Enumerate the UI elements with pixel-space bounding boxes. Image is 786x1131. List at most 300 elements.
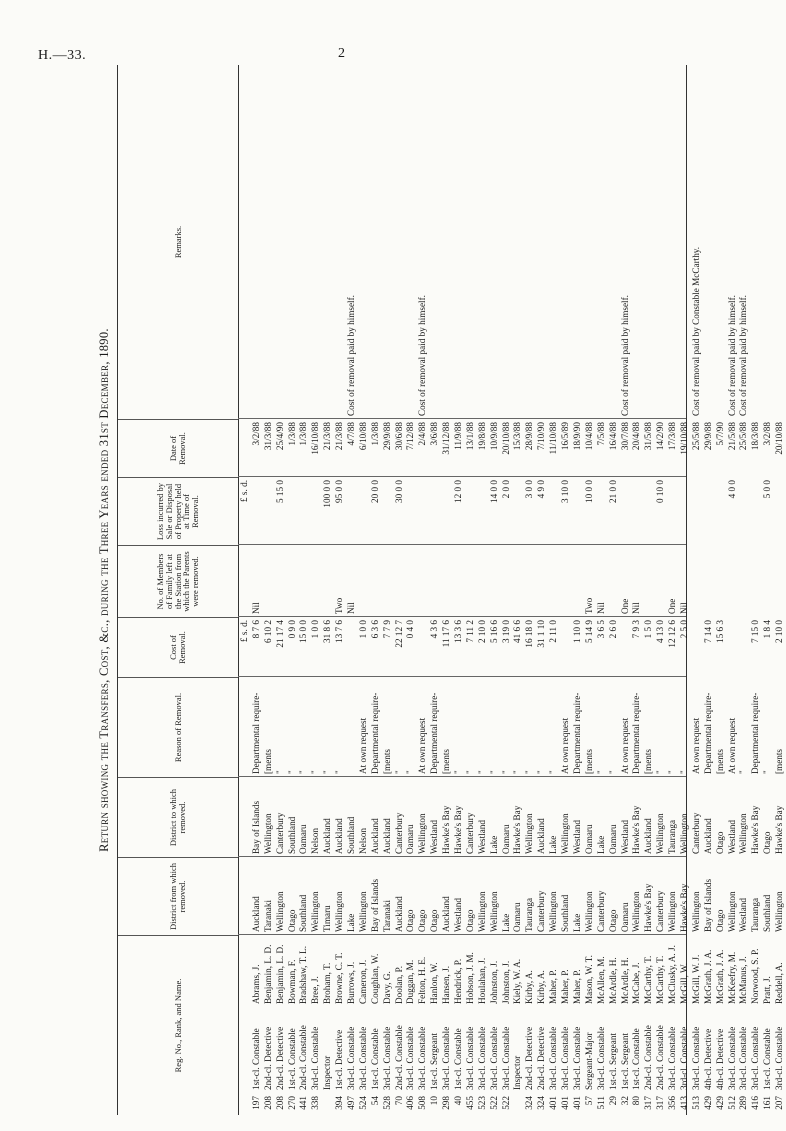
cell-date: 20/4/88 xyxy=(631,422,642,451)
cell-loss: 3 10 0 xyxy=(560,480,571,503)
cell-from: Otago xyxy=(417,909,428,932)
cell-to: Canterbury xyxy=(690,812,701,854)
cell-date: 11/9/88 xyxy=(453,422,464,450)
cell-reason: At own request xyxy=(726,717,737,774)
cell-date: 29/9/88 xyxy=(381,422,392,451)
table-row xyxy=(572,65,584,1115)
cell-name: McArdle, H. xyxy=(619,957,630,1004)
cell-members: Nil xyxy=(250,602,261,614)
cell-cost: 6 3 6 xyxy=(369,620,380,639)
cell-from: Otago xyxy=(464,909,475,932)
cell-reason: " xyxy=(512,770,523,774)
cell-from: Taranaki xyxy=(262,899,273,932)
cell-no: 161 xyxy=(762,1096,773,1110)
cell-cost: 5 14 9 xyxy=(583,620,594,643)
document-code: H.—33. xyxy=(38,48,87,63)
cell-name: McClusky, A. J. xyxy=(667,945,678,1004)
cell-rank: 1st-cl. Sergeant xyxy=(429,1033,440,1090)
cell-name: Browne, C. T. xyxy=(334,952,345,1004)
cell-loss: 0 10 0 xyxy=(655,480,666,503)
table-row xyxy=(465,65,477,1115)
table-row xyxy=(655,65,667,1115)
cell-no: 522 xyxy=(500,1096,511,1110)
cell-name: Abrams, J. xyxy=(250,964,261,1004)
col-header-from: District from which removed. xyxy=(118,857,238,935)
cell-loss: 5 0 0 xyxy=(762,480,773,499)
transfers-table xyxy=(117,65,785,1115)
cell-name: McGrath, J. A. xyxy=(714,949,725,1004)
cell-loss: 5 15 0 xyxy=(274,480,285,503)
cell-cost: 7 11 2 xyxy=(464,620,475,643)
cell-no: 208 xyxy=(274,1096,285,1110)
cell-from: Wellington xyxy=(667,891,678,932)
table-row xyxy=(501,65,513,1115)
cell-no: 513 xyxy=(690,1096,701,1110)
cell-reason: " xyxy=(667,770,678,774)
cell-name: McCabe, J. xyxy=(631,962,642,1004)
cell-name: Broham, T. xyxy=(322,962,333,1004)
cell-date: 15/3/88 xyxy=(512,422,523,451)
cell-from: Southland xyxy=(298,894,309,932)
cell-reason: " xyxy=(500,770,511,774)
cell-name: Hobson, J. M. xyxy=(464,952,475,1004)
cell-to: Hawke's Bay xyxy=(453,805,464,854)
table-row xyxy=(417,65,429,1115)
cell-cost: 3 19 0 xyxy=(500,620,511,643)
cell-name: Pratt, J. xyxy=(762,976,773,1004)
cell-no: 197 xyxy=(250,1096,261,1110)
table-row xyxy=(441,65,453,1115)
cell-reason: Departmental require- xyxy=(750,692,761,774)
cell-reason: Departmental require- xyxy=(429,692,440,774)
cell-reason: " xyxy=(488,770,499,774)
cell-to: Otago xyxy=(762,831,773,854)
cell-from: Wellington xyxy=(310,891,321,932)
table-row xyxy=(608,65,620,1115)
cell-date: 1/3/88 xyxy=(286,422,297,446)
table-row xyxy=(370,65,382,1115)
cell-from: Otago xyxy=(429,909,440,932)
cell-cost: 0 9 0 xyxy=(286,620,297,639)
cell-to: Lake xyxy=(488,835,499,854)
table-row xyxy=(334,65,346,1115)
cell-rank: Sergeant-Major xyxy=(583,1032,594,1090)
cell-no: 57 xyxy=(583,1096,594,1106)
cell-name: Hanlon, W. xyxy=(429,962,440,1004)
cell-rank: 3rd-cl. Constable xyxy=(726,1026,737,1090)
cell-no: 401 xyxy=(560,1096,571,1110)
cell-rank: Inspector xyxy=(512,1055,523,1090)
table-row xyxy=(477,65,489,1115)
cell-remarks: Cost of removal paid by himself. xyxy=(619,295,630,416)
cell-cost: 3 6 5 xyxy=(595,620,606,639)
cell-to: Oamaru xyxy=(583,824,594,854)
cell-no: 497 xyxy=(346,1096,357,1110)
cell-cost: 13 7 6 xyxy=(334,620,345,643)
cell-date: 25/5/88 xyxy=(738,422,749,451)
cell-reason: [ments xyxy=(583,748,594,774)
cell-name: Coughlan, W. xyxy=(369,953,380,1004)
cell-rank: 1st-cl. Constable xyxy=(631,1028,642,1090)
table-row xyxy=(548,65,560,1115)
cell-rank: 1st-cl. Detective xyxy=(334,1029,345,1090)
cell-no: 511 xyxy=(595,1096,606,1110)
cell-no: 54 xyxy=(369,1096,380,1106)
cell-date: 10/9/88 xyxy=(488,422,499,451)
cell-name: Benjamin, L. D. xyxy=(262,944,273,1004)
cell-cost: 16 18 0 xyxy=(524,620,535,648)
cell-to: Wellington xyxy=(524,813,535,854)
cell-from: Bay of Islands xyxy=(369,878,380,932)
cell-date: 18/9/90 xyxy=(571,422,582,451)
cell-to: Auckland xyxy=(322,818,333,854)
cell-date: 1/3/88 xyxy=(298,422,309,446)
cell-name: McArdle, H. xyxy=(607,957,618,1004)
cell-to: Wellington xyxy=(655,813,666,854)
cell-rank: 3rd-cl. Constable xyxy=(750,1026,761,1090)
cell-reason: " xyxy=(476,770,487,774)
cell-to: Hawke's Bay xyxy=(512,805,523,854)
cell-remarks: Cost of removal paid by himself. xyxy=(738,295,749,416)
cell-from: Otago xyxy=(405,909,416,932)
cell-reason: " xyxy=(322,770,333,774)
cell-cost: 15 6 3 xyxy=(714,620,725,643)
cell-to: Auckland xyxy=(643,818,654,854)
cell-loss: 95 0 0 xyxy=(334,480,345,503)
cell-cost: 2 5 0 xyxy=(678,620,689,639)
cell-rank: 1st-cl. Constable xyxy=(369,1028,380,1090)
cell-cost: 31 8 6 xyxy=(322,620,333,643)
cell-to: Hawke's Bay xyxy=(631,805,642,854)
cell-from: Westland xyxy=(738,898,749,932)
cell-date: 16/5/89 xyxy=(560,422,571,451)
cell-from: Canterbury xyxy=(655,890,666,932)
cell-reason: " xyxy=(298,770,309,774)
cell-date: 14/2/90 xyxy=(655,422,666,451)
cell-to: Westland xyxy=(619,820,630,854)
cell-to: Nelson xyxy=(310,827,321,854)
cell-reason: " xyxy=(607,770,618,774)
table-row xyxy=(429,65,441,1115)
cell-reason: At own request xyxy=(357,717,368,774)
cell-to: Canterbury xyxy=(464,812,475,854)
cell-rank: 2nd-cl. Constable xyxy=(643,1025,654,1090)
cell-to: Lake xyxy=(548,835,559,854)
cell-name: Davy, G. xyxy=(381,971,392,1004)
table-body xyxy=(239,65,786,1115)
cell-name: Norwood, S. P. xyxy=(750,948,761,1004)
cell-date: 19/10/88 xyxy=(678,422,689,455)
cell-members: Nil xyxy=(346,602,357,614)
cell-cost: 1 10 0 xyxy=(571,620,582,643)
rotated-table-block xyxy=(95,65,785,1115)
cell-date: 10/4/88 xyxy=(583,422,594,451)
cell-from: Wellington xyxy=(274,891,285,932)
cell-reason: [ments xyxy=(381,748,392,774)
cell-no: 324 xyxy=(524,1096,535,1110)
table-row xyxy=(774,65,786,1115)
cell-no: 413 xyxy=(678,1096,689,1110)
cell-cost: 8 7 6 xyxy=(250,620,261,639)
cell-cost: 7 14 0 xyxy=(702,620,713,643)
cell-reason: At own request xyxy=(560,717,571,774)
table-row xyxy=(560,65,572,1115)
col-header-to: District to which removed. xyxy=(118,777,238,857)
cell-from: Auckland xyxy=(393,896,404,932)
col-header-cost: Cost of Removal. xyxy=(118,617,238,677)
cell-rank: 3rd-cl. Constable xyxy=(417,1026,428,1090)
cell-to: Wellington xyxy=(560,813,571,854)
cell-no: 298 xyxy=(441,1096,452,1110)
cell-date: 31/3/88 xyxy=(262,422,273,451)
cell-from: Auckland xyxy=(441,896,452,932)
cell-name: Felton, H. E. xyxy=(417,956,428,1004)
cell-date: 3/2/88 xyxy=(762,422,773,446)
cell-loss: 20 0 0 xyxy=(369,480,380,503)
cell-from: Wellington xyxy=(583,891,594,932)
cell-no: 416 xyxy=(750,1096,761,1110)
cell-no: 29 xyxy=(607,1096,618,1106)
table-row xyxy=(346,65,358,1115)
cell-name: McAllen, M. xyxy=(595,956,606,1004)
cell-members: Nil xyxy=(631,602,642,614)
cell-to: Wellington xyxy=(262,813,273,854)
cell-from: Oamaru xyxy=(512,902,523,932)
cell-to: Hawke's Bay xyxy=(441,805,452,854)
cell-to: Wellington xyxy=(678,813,689,854)
cell-no: 394 xyxy=(334,1096,345,1110)
cell-from: Wellington xyxy=(631,891,642,932)
cell-date: 2/4/88 xyxy=(417,422,428,446)
cell-date: 31/5/88 xyxy=(643,422,654,451)
cell-reason: " xyxy=(738,770,749,774)
cell-date: 7/10/90 xyxy=(536,422,547,451)
cell-loss: 4 9 0 xyxy=(536,480,547,499)
cell-no: 70 xyxy=(393,1096,404,1106)
table-row xyxy=(596,65,608,1115)
cell-remarks: Cost of removal paid by himself. xyxy=(726,295,737,416)
cell-no: 523 xyxy=(476,1096,487,1110)
cell-cost: 1 0 0 xyxy=(357,620,368,639)
cell-name: Maher, P. xyxy=(548,969,559,1004)
cell-date: 3/2/88 xyxy=(250,422,261,446)
table-row xyxy=(715,65,727,1115)
cell-no: 80 xyxy=(631,1096,642,1106)
table-row xyxy=(382,65,394,1115)
table-row xyxy=(703,65,715,1115)
table-row xyxy=(691,65,703,1115)
cell-name: Kiely, W. A. xyxy=(512,958,523,1004)
cell-date: 30/6/88 xyxy=(393,422,404,451)
col-header-loss: Loss incurred by Sale or Disposal of Property held at Time of Removal. xyxy=(118,477,238,545)
cell-from: Wellington xyxy=(690,891,701,932)
cell-rank: 3rd-cl. Constable xyxy=(678,1026,689,1090)
cell-reason: " xyxy=(762,770,773,774)
cell-to: Tauranga xyxy=(667,819,678,854)
cell-reason: " xyxy=(678,770,689,774)
cell-from: Wellington xyxy=(726,891,737,932)
cell-loss: 2 0 0 xyxy=(500,480,511,499)
cell-to: Auckland xyxy=(702,818,713,854)
cell-name: Benjamin, L. D. xyxy=(274,944,285,1004)
cell-date: 30/7/88 xyxy=(619,422,630,451)
cell-reason: " xyxy=(274,770,285,774)
cell-cost: 0 4 0 xyxy=(405,620,416,639)
cell-name: Mason, W. T. xyxy=(583,955,594,1004)
table-row xyxy=(620,65,632,1115)
cell-no: 32 xyxy=(619,1096,630,1106)
cell-rank: 3rd-cl. Constable xyxy=(690,1026,701,1090)
cell-from: Lake xyxy=(571,913,582,932)
cell-from: Auckland xyxy=(250,896,261,932)
cell-no: 317 xyxy=(655,1096,666,1110)
cell-loss: 21 0 0 xyxy=(607,480,618,503)
cell-date: 21/5/88 xyxy=(726,422,737,451)
cell-rank: 3rd-cl. Constable xyxy=(381,1026,392,1090)
cell-name: McGill, W. xyxy=(678,962,689,1004)
cell-rank: 3rd-cl. Constable xyxy=(441,1026,452,1090)
cell-name: McManus, J. xyxy=(738,956,749,1004)
cell-name: Reddell, A. xyxy=(774,962,785,1004)
cell-date: 17/3/88 xyxy=(667,422,678,451)
cell-rank: 3rd-cl. Constable xyxy=(488,1026,499,1090)
cell-name: Bradshaw, T. L. xyxy=(298,945,309,1004)
cell-rank: 3rd-cl. Constable xyxy=(571,1026,582,1090)
table-title-text: Return showing the Transfers, Cost, &c., during the Three Years ended 31st December, 1890. xyxy=(97,328,111,852)
col-header-remarks: Remarks. xyxy=(172,225,183,259)
cell-name: Doolan, P. xyxy=(393,965,404,1004)
cell-rank: 1st-cl. Constable xyxy=(453,1028,464,1090)
cell-to: Westland xyxy=(429,820,440,854)
cell-no: 524 xyxy=(357,1096,368,1110)
cell-reason: [ments xyxy=(774,748,785,774)
table-row xyxy=(727,65,739,1115)
cell-to: Canterbury xyxy=(274,812,285,854)
cell-from: Otago xyxy=(607,909,618,932)
table-row xyxy=(322,65,334,1115)
cell-to: Oamaru xyxy=(500,824,511,854)
cell-name: Maher, P. xyxy=(571,969,582,1004)
table-row xyxy=(287,65,299,1115)
cell-loss: 14 0 0 xyxy=(488,480,499,503)
cell-to: Bay of Islands xyxy=(250,800,261,854)
cell-name: Bree, J. xyxy=(310,976,321,1004)
cell-date: 20/10/88 xyxy=(774,422,785,455)
table-row xyxy=(405,65,417,1115)
table-row xyxy=(512,65,524,1115)
cell-from: Tauranga xyxy=(750,897,761,932)
cell-no: 429 xyxy=(714,1096,725,1110)
cell-rank: 3rd-cl. Constable xyxy=(774,1026,785,1090)
table-row xyxy=(358,65,370,1115)
cell-name: Kirby, A. xyxy=(536,970,547,1004)
cell-from: Westland xyxy=(453,898,464,932)
cell-rank: 2nd-cl. Constable xyxy=(298,1025,309,1090)
cell-to: Wellington xyxy=(738,813,749,854)
cell-to: Southland xyxy=(346,816,357,854)
cell-date: 5/7/90 xyxy=(714,422,725,446)
cell-from: Bay of Islands xyxy=(702,878,713,932)
page-number: 2 xyxy=(338,46,345,61)
cell-from: Lake xyxy=(500,913,511,932)
table-header-row xyxy=(118,65,239,1115)
cell-rank: 3rd-cl. Constable xyxy=(405,1026,416,1090)
cell-cost: 2 11 0 xyxy=(548,620,559,643)
cell-to: Nelson xyxy=(357,827,368,854)
cell-to: Hawke's Bay xyxy=(774,805,785,854)
cell-reason: At own request xyxy=(417,717,428,774)
cell-no: 40 xyxy=(453,1096,464,1106)
cell-name: Kirby, A. xyxy=(524,970,535,1004)
cell-reason: " xyxy=(595,770,606,774)
cell-name: McGrath, J. A. xyxy=(702,949,713,1004)
cell-to: Lake xyxy=(595,835,606,854)
cell-reason: Departmental require- xyxy=(369,692,380,774)
cell-members: Two xyxy=(583,597,594,614)
cell-to: Southland xyxy=(286,816,297,854)
cell-date: 29/9/88 xyxy=(702,422,713,451)
cell-name: Burrows, J. xyxy=(346,961,357,1004)
cell-from: Wellington xyxy=(334,891,345,932)
cell-to: Westland xyxy=(476,820,487,854)
cell-cost: 2 10 0 xyxy=(774,620,785,643)
cell-reason: [ments xyxy=(714,748,725,774)
cell-from: Southland xyxy=(762,894,773,932)
cell-reason: " xyxy=(524,770,535,774)
cell-loss: 100 0 0 xyxy=(322,480,333,508)
cell-name: Johnston, J. xyxy=(500,960,511,1004)
cell-reason: " xyxy=(453,770,464,774)
cell-reason: " xyxy=(286,770,297,774)
cell-name: Hendrick, P. xyxy=(453,958,464,1004)
cell-rank: 3rd-cl. Constable xyxy=(667,1026,678,1090)
cell-reason: " xyxy=(548,770,559,774)
cell-cost: 6 10 2 xyxy=(262,620,273,643)
cell-reason: " xyxy=(536,770,547,774)
cell-date: 6/10/88 xyxy=(357,422,368,451)
col-header-members: No. of Members of Family left at the Station from which the Parents were removed. xyxy=(118,545,238,617)
cell-to: Oamaru xyxy=(607,824,618,854)
cell-rank: 1st-cl. Constable xyxy=(286,1028,297,1090)
cell-no: 338 xyxy=(310,1096,321,1110)
cell-members: One xyxy=(619,598,630,614)
cell-cost: 2 10 0 xyxy=(476,620,487,643)
cell-reason: Departmental require- xyxy=(702,692,713,774)
cell-no: 207 xyxy=(774,1096,785,1110)
cell-to: Auckland xyxy=(334,818,345,854)
table-title xyxy=(97,65,112,1115)
cell-from: Lake xyxy=(346,913,357,932)
table-row xyxy=(667,65,679,1115)
cell-date: 1/3/88 xyxy=(369,422,380,446)
cell-date: 4/7/88 xyxy=(346,422,357,446)
cell-rank: 2nd-cl. Detective xyxy=(262,1026,273,1090)
cell-rank: 3rd-cl. Constable xyxy=(548,1026,559,1090)
cell-loss: 12 0 0 xyxy=(453,480,464,503)
table-row xyxy=(263,65,275,1115)
cell-date: 11/10/88 xyxy=(548,422,559,455)
table-row xyxy=(643,65,655,1115)
cell-cost: 5 16 6 xyxy=(488,620,499,643)
cell-no: 356 xyxy=(667,1096,678,1110)
cell-date: 31/12/88 xyxy=(441,422,452,455)
cost-currency-header: £ s. d. xyxy=(239,620,249,642)
cell-name: Duggan, M. xyxy=(405,959,416,1004)
cell-name: Hansen, J. xyxy=(441,965,452,1004)
cell-rank: 2nd-cl. Detective xyxy=(536,1026,547,1090)
cell-cost: 7 15 0 xyxy=(750,620,761,643)
cell-cost: 21 17 4 xyxy=(274,620,285,648)
